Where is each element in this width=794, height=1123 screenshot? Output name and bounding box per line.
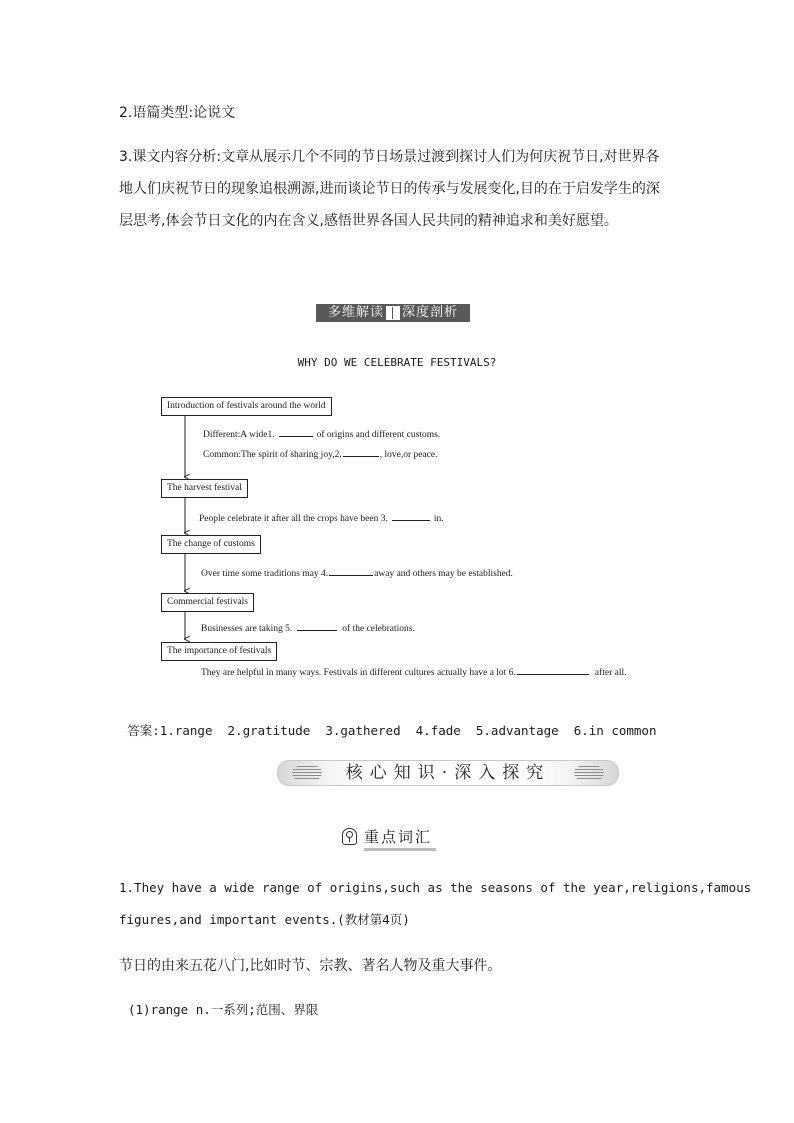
blank-6 [517, 665, 589, 675]
line-importance [201, 665, 626, 678]
vocab-subheader [342, 826, 432, 848]
line-customs [201, 566, 513, 579]
line-commercial [201, 621, 415, 634]
vocab-sentence-line-2: figures,and important events.(教材第4页) [119, 912, 410, 927]
analysis-line-1: 3.课文内容分析:文章从展示几个不同的节日场景过渡到探讨人们为何庆祝节日,对世界各 [119, 149, 660, 165]
different-text: Different:A wide1. [203, 430, 275, 440]
common-text: Common:The spirit of sharing joy,2. [203, 450, 342, 460]
vocab-translation: 节日的由来五花八门,比如时节、宗教、著名人物及重大事件。 [119, 958, 502, 974]
diagram-title: WHY DO WE CELEBRATE FESTIVALS? [297, 356, 497, 369]
genre-line: 2.语篇类型:论说文 [119, 105, 236, 121]
subheader-underline [364, 848, 436, 851]
banner-right-text: 深度剖析 [402, 305, 459, 320]
harvest-text: People celebrate it after all the crops have been 3. [199, 514, 388, 524]
vocab-sentence-line-1: 1.They have a wide range of origins,such as the seasons of the year,religions,famous [119, 880, 752, 895]
analysis-line-2: 地人们庆祝节日的现象追根溯源,进而谈论节日的传承与发展变化,目的在于启发学生的深 [119, 181, 660, 197]
vocab-definition: (1)range n.一系列;范围、界限 [128, 1002, 319, 1017]
box-introduction: Introduction of festivals around the world [161, 397, 332, 416]
vocab-subheader-text: 重点词汇 [364, 828, 433, 846]
key-icon [342, 828, 357, 845]
commercial-text: Businesses are taking 5. [201, 624, 293, 634]
blank-2 [343, 447, 379, 457]
analysis-line-3: 层思考,体会节日文化的内在含义,感悟世界各国人民共同的精神追求和美好愿望。 [119, 213, 618, 229]
line-different [203, 427, 440, 440]
book-icon [386, 306, 400, 320]
different-text-post: of origins and different customs. [316, 430, 441, 440]
importance-text-post: after all. [594, 668, 627, 678]
answers-text: 答案:1.range 2.gratitude 3.gathered 4.fade 5.advantage 6.in common [127, 723, 657, 738]
harvest-text-post: in. [433, 514, 444, 524]
box-change-of-customs: The change of customs [161, 535, 261, 554]
box-importance: The importance of festivals [161, 642, 277, 661]
importance-text: They are helpful in many ways. Festivals in different cultures actually have a lot 6. [201, 668, 516, 678]
blank-1 [279, 427, 313, 437]
commercial-text-post: of the celebrations. [342, 624, 415, 634]
blank-3 [392, 511, 430, 521]
box-commercial-festivals: Commercial festivals [161, 593, 254, 612]
customs-text: Over time some traditions may 4. [201, 569, 329, 579]
customs-text-post: away and others may be established. [374, 569, 513, 579]
section-banner [316, 304, 470, 322]
box-harvest-festival: The harvest festival [161, 479, 248, 498]
line-common [203, 447, 437, 460]
line-harvest [199, 511, 444, 524]
blank-5 [297, 621, 337, 631]
blank-4 [329, 566, 373, 576]
banner-left-text: 多维解读 [327, 305, 384, 320]
answers-line [119, 704, 656, 741]
common-text-post: , love,or peace. [379, 450, 438, 460]
core-knowledge-title: 核心知识·深入探究 [345, 763, 551, 783]
core-knowledge-header [277, 760, 619, 786]
